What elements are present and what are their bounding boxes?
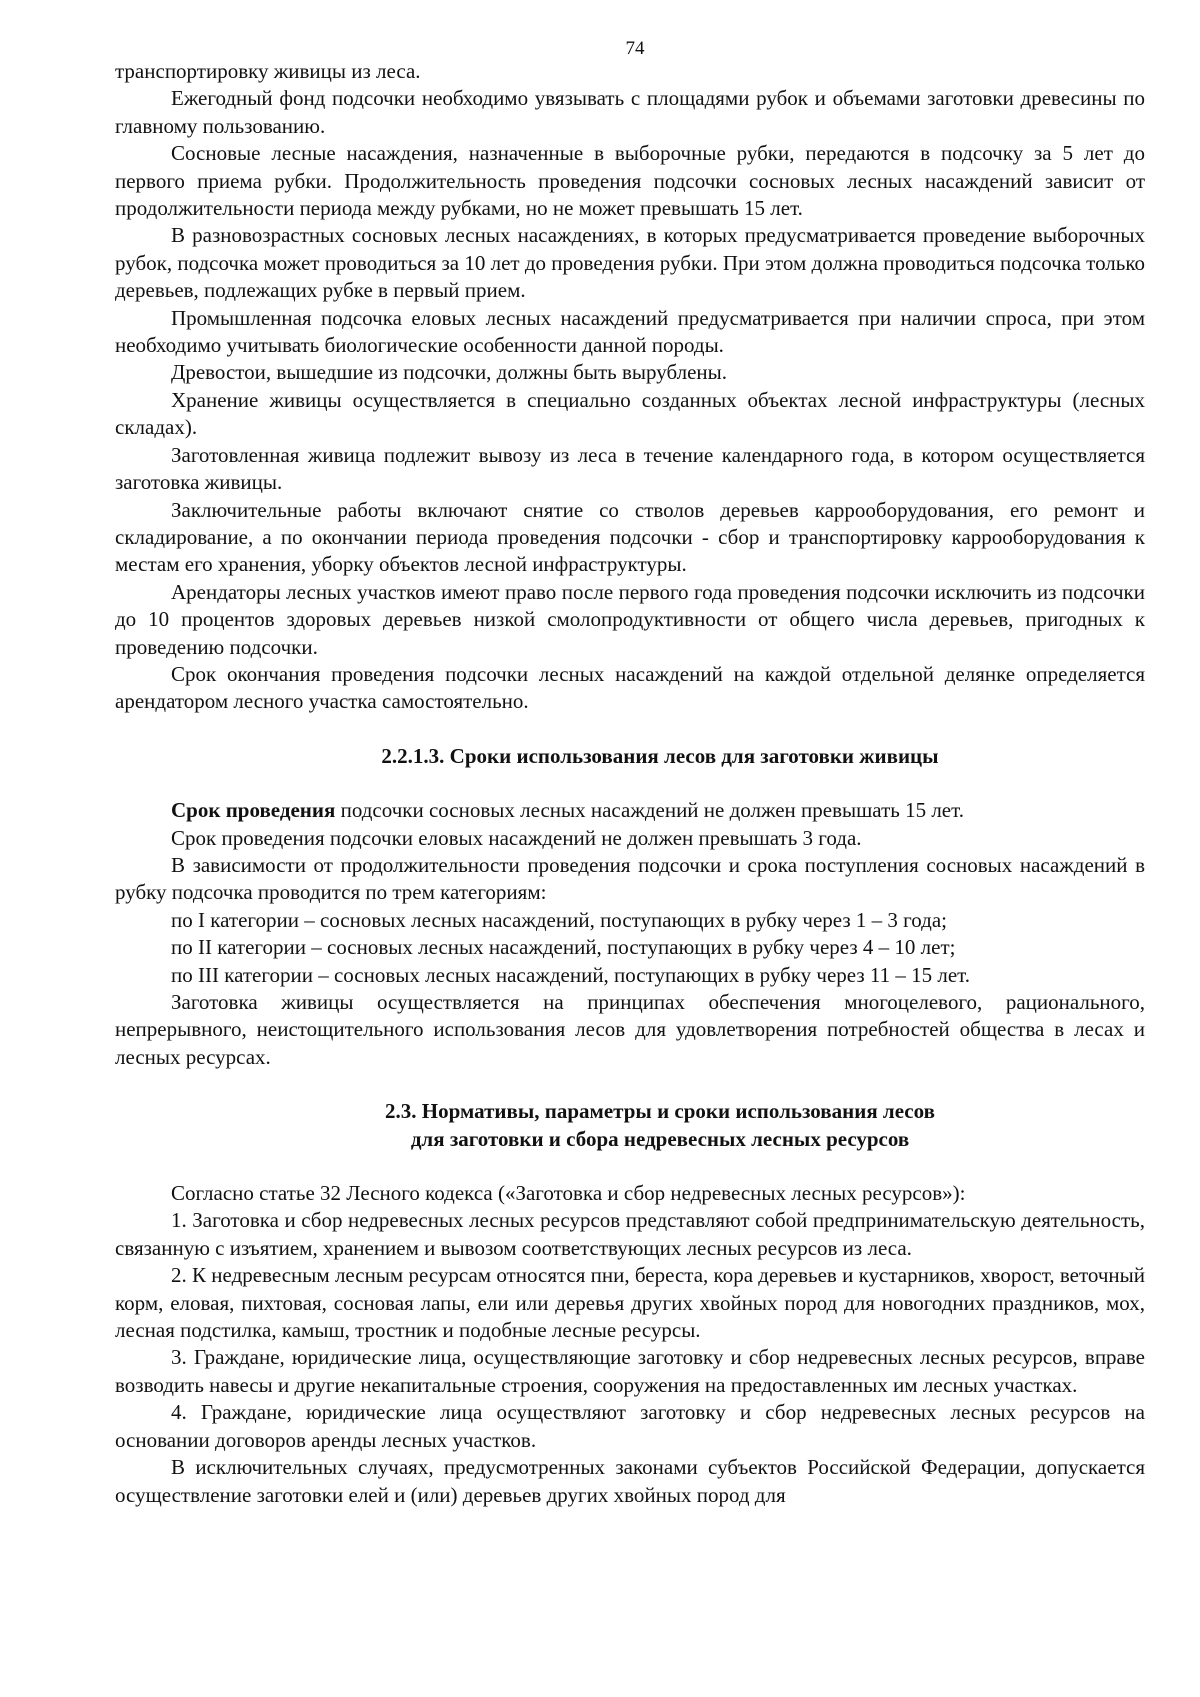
paragraph: В разновозрастных сосновых лесных насаждениях, в которых предусматривается проведение выборочных рубок, подсочка может проводиться за 10 лет до проведения рубки. При этом должна проводиться подсочка только деревьев, подлежащих рубке в первый прием. bbox=[115, 223, 1145, 303]
paragraph: Древостои, вышедшие из подсочки, должны быть вырублены. bbox=[171, 360, 728, 385]
paragraph: 1. Заготовка и сбор недревесных лесных ресурсов представляют собой предпринимательскую деятельность, связанную с изъятием, хранением и вывозом соответствующих лесных ресурсов из леса. bbox=[115, 1208, 1145, 1260]
paragraph-text: подсочки сосновых лесных насаждений не должен превышать 15 лет. bbox=[335, 798, 964, 823]
bold-term: Срок проведения bbox=[171, 798, 336, 823]
section-heading-line: 2.3. Нормативы, параметры и сроки использования лесов bbox=[385, 1099, 935, 1124]
page-number: 74 bbox=[625, 38, 645, 59]
paragraph: 3. Граждане, юридические лица, осуществляющие заготовку и сбор недревесных лесных ресурсов, вправе возводить навесы и другие некапитальные строения, сооружения на предоставленных им лесных участках. bbox=[115, 1345, 1145, 1397]
paragraph: Промышленная подсочка еловых лесных насаждений предусматривается при наличии спроса, при этом необходимо учитывать биологические особенности данной породы. bbox=[115, 305, 1145, 358]
document-body bbox=[115, 58, 1145, 1509]
paragraph: Сосновые лесные насаждения, назначенные в выборочные рубки, передаются в подсочку за 5 лет до первого приема рубки. Продолжительность проведения подсочки сосновых лесных насаждений зависит от продолжительности периода между рубками, но не может превышать 15 лет. bbox=[115, 141, 1145, 221]
category-item: по III категории – сосновых лесных насаждений, поступающих в рубку через 11 – 15 лет. bbox=[171, 962, 971, 987]
paragraph: 2. К недревесным лесным ресурсам относятся пни, береста, кора деревьев и кустарников, хворост, веточный корм, еловая, пихтовая, сосновая лапы, ели или деревья других хвойных пород для новогодних праздников, мох, лесная подстилка, камыш, тростник и подобные лесные ресурсы. bbox=[115, 1263, 1145, 1343]
paragraph: Заключительные работы включают снятие со стволов деревьев каррооборудования, его ремонт и складирование, а по окончании периода проведения подсочки - сбор и транспортировку каррооборудования к местам его хранения, уборку объектов лесной инфраструктуры. bbox=[115, 497, 1145, 577]
section-heading-line: для заготовки и сбора недревесных лесных ресурсов bbox=[410, 1126, 910, 1151]
section-heading-2-3 bbox=[115, 1098, 1145, 1153]
section-heading-2-2-1-3: 2.2.1.3. Сроки использования лесов для заготовки живицы bbox=[381, 743, 939, 768]
paragraph: Арендаторы лесных участков имеют право после первого года проведения подсочки исключить из подсочки до 10 процентов здоровых деревьев низкой смолопродуктивности от общего числа деревьев, пригодных к проведению подсочки. bbox=[115, 579, 1145, 659]
category-item: по II категории – сосновых лесных насаждений, поступающих в рубку через 4 – 10 лет; bbox=[171, 935, 956, 960]
paragraph: 4. Граждане, юридические лица осуществляют заготовку и сбор недревесных лесных ресурсов на основании договоров аренды лесных участков. bbox=[115, 1400, 1145, 1452]
paragraph: Срок проведения подсочки еловых насаждений не должен превышать 3 года. bbox=[171, 825, 862, 850]
category-item: по I категории – сосновых лесных насаждений, поступающих в рубку через 1 – 3 года; bbox=[171, 907, 947, 932]
paragraph: Хранение живицы осуществляется в специально созданных объектах лесной инфраструктуры (лесных складах). bbox=[115, 387, 1145, 440]
paragraph: В зависимости от продолжительности проведения подсочки и срока поступления сосновых насаждений в рубку подсочка проводится по трем категориям: bbox=[115, 852, 1145, 905]
paragraph: Согласно статье 32 Лесного кодекса («Заготовка и сбор недревесных лесных ресурсов»): bbox=[171, 1181, 966, 1206]
paragraph: Заготовка живицы осуществляется на принципах обеспечения многоцелевого, рационального, непрерывного, неистощительного использования лесов для удовлетворения потребностей общества в лесах и лесных ресурсах. bbox=[115, 990, 1145, 1069]
paragraph: транспортировку живицы из леса. bbox=[115, 59, 421, 83]
paragraph bbox=[115, 797, 1145, 824]
paragraph: Срок окончания проведения подсочки лесных насаждений на каждой отдельной делянке определяется арендатором лесного участка самостоятельно. bbox=[115, 661, 1145, 714]
paragraph: Заготовленная живица подлежит вывозу из леса в течение календарного года, в котором осуществляется заготовка живицы. bbox=[115, 442, 1145, 495]
paragraph: В исключительных случаях, предусмотренных законами субъектов Российской Федерации, допускается осуществление заготовки елей и (или) деревьев других хвойных пород для bbox=[115, 1455, 1145, 1507]
paragraph: Ежегодный фонд подсочки необходимо увязывать с площадями рубок и объемами заготовки древесины по главному пользованию. bbox=[115, 86, 1145, 138]
